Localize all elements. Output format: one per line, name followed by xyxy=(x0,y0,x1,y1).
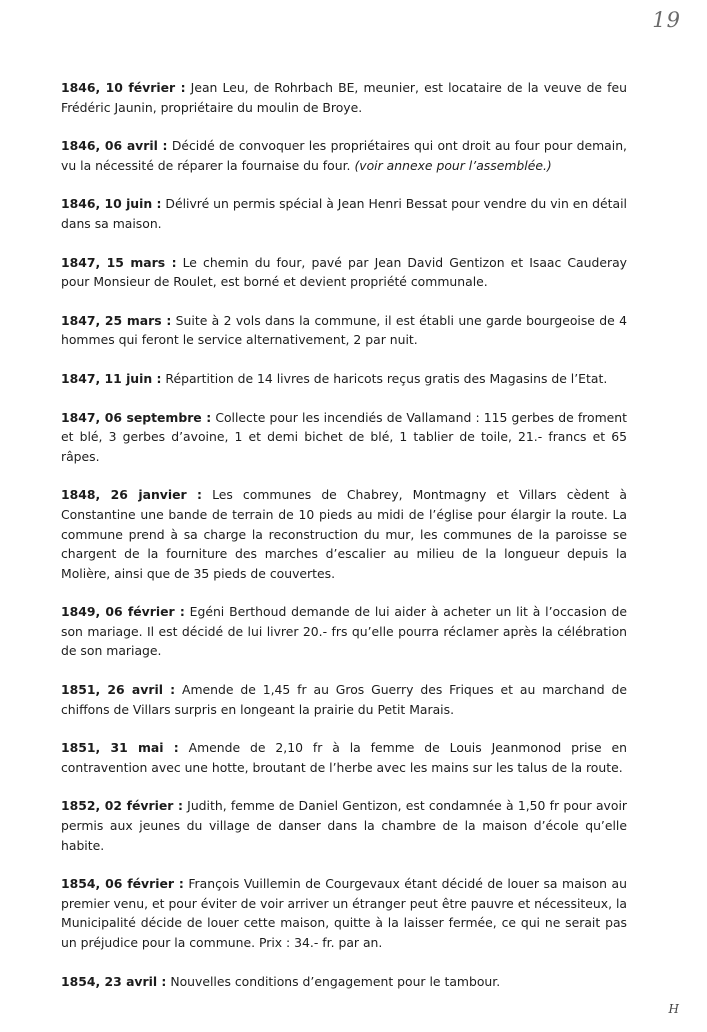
entry-date: 1847, 06 septembre : xyxy=(61,409,212,425)
entry-date: 1846, 10 février : xyxy=(61,80,186,95)
entry xyxy=(61,408,627,467)
entry-date: 1854, 06 février : xyxy=(61,876,184,892)
entry-date: 1847, 25 mars : xyxy=(61,312,172,328)
entry-date: 1851, 26 avril : xyxy=(61,682,176,698)
entry xyxy=(61,78,627,117)
entry-text: Décidé de convoquer les propriétaires qui ont droit au four pour demain, vu la nécessité de réparer la fournaise du four. xyxy=(61,138,627,173)
entry-text: Délivré un permis spécial à Jean Henri Bessat pour vendre du vin en détail dans sa maison. xyxy=(61,196,628,231)
entry xyxy=(61,253,627,292)
entry xyxy=(61,972,627,992)
handwritten-page-number: 19 xyxy=(652,8,681,32)
entry-date: 1847, 11 juin : xyxy=(61,370,162,386)
entry xyxy=(61,194,627,233)
entry-date: 1846, 06 avril : xyxy=(61,138,168,154)
entry-text: Judith, femme de Daniel Gentizon, est condamnée à 1,50 fr pour avoir permis aux jeunes du village de danser dans la chambre de la maison d’école qu’elle habite. xyxy=(61,798,627,853)
entries-list xyxy=(61,78,627,1010)
entry-date: 1851, 31 mai : xyxy=(61,740,179,756)
entry xyxy=(61,738,627,777)
entry xyxy=(61,796,627,855)
entry-text: Amende de 2,10 fr à la femme de Louis Jeanmonod prise en contravention avec une hotte, broutant de l’herbe avec les mains sur les talus de la route. xyxy=(61,740,627,775)
entry xyxy=(61,485,627,583)
entry xyxy=(61,874,627,952)
entry-date: 1849, 06 février : xyxy=(61,604,185,620)
entry-text: Le chemin du four, pavé par Jean David Gentizon et Isaac Cauderay pour Monsieur de Roulet, est borné et devient propriété communale. xyxy=(61,254,628,290)
entry xyxy=(61,602,627,661)
entry-text: Nouvelles conditions d’engagement pour le tambour. xyxy=(166,973,501,989)
entry-date: 1847, 15 mars : xyxy=(61,254,177,270)
entry xyxy=(61,311,627,350)
entry-text: Amende de 1,45 fr au Gros Guerry des Friques et au marchand de chiffons de Villars surpris en longeant la prairie du Petit Marais. xyxy=(61,682,627,717)
entry-date: 1852, 02 février : xyxy=(61,798,183,814)
entry-text: Jean Leu, de Rohrbach BE, meunier, est locataire de la veuve de feu Frédéric Jaunin, propriétaire du moulin de Broye. xyxy=(61,80,628,115)
entry-text: Répartition de 14 livres de haricots reçus gratis des Magasins de l’Etat. xyxy=(161,370,608,386)
entry-text: François Vuillemin de Courgevaux étant décidé de louer sa maison au premier venu, et pour éviter de voir arriver un étranger peut être pauvre et nécessiteux, la Municipalité décide de louer cette maison, quitte à la laisser fermée, ce qui ne serait pas un préjudice pour la commune. Prix : 34.- fr. par an. xyxy=(61,876,627,950)
handwritten-footer-mark: H xyxy=(668,1002,679,1016)
entry-note: (voir annexe pour l’assemblée.) xyxy=(354,157,552,173)
entry xyxy=(61,680,627,719)
entry-date: 1846, 10 juin : xyxy=(61,196,162,212)
entry-text: Suite à 2 vols dans la commune, il est établi une garde bourgeoise de 4 hommes qui feront le service alternativement, 2 par nuit. xyxy=(61,312,627,348)
entry-date: 1854, 23 avril : xyxy=(61,973,167,989)
entry-text: Les communes de Chabrey, Montmagny et Villars cèdent à Constantine une bande de terrain de 10 pieds au midi de l’église pour élargir la route. La commune prend à sa charge la reconstruction du mur, les communes de la paroisse se chargent de la fourniture des marches d’escalier au milieu de la longueur depuis la Molière, ainsi que de 35 pieds de couvertes. xyxy=(61,487,627,581)
entry xyxy=(61,369,627,389)
entry-date: 1848, 26 janvier : xyxy=(61,487,203,503)
entry-text: Egéni Berthoud demande de lui aider à acheter un lit à l’occasion de son mariage. Il est décidé de lui livrer 20.- frs qu’elle pourra réclamer après la célébration de son mariage. xyxy=(61,604,627,659)
entry xyxy=(61,136,627,175)
entry-text: Collecte pour les incendiés de Vallamand : 115 gerbes de froment et blé, 3 gerbes d’avoine, 1 et demi bichet de blé, 1 tablier de toile, 21.- francs et 65 râpes. xyxy=(61,409,627,464)
